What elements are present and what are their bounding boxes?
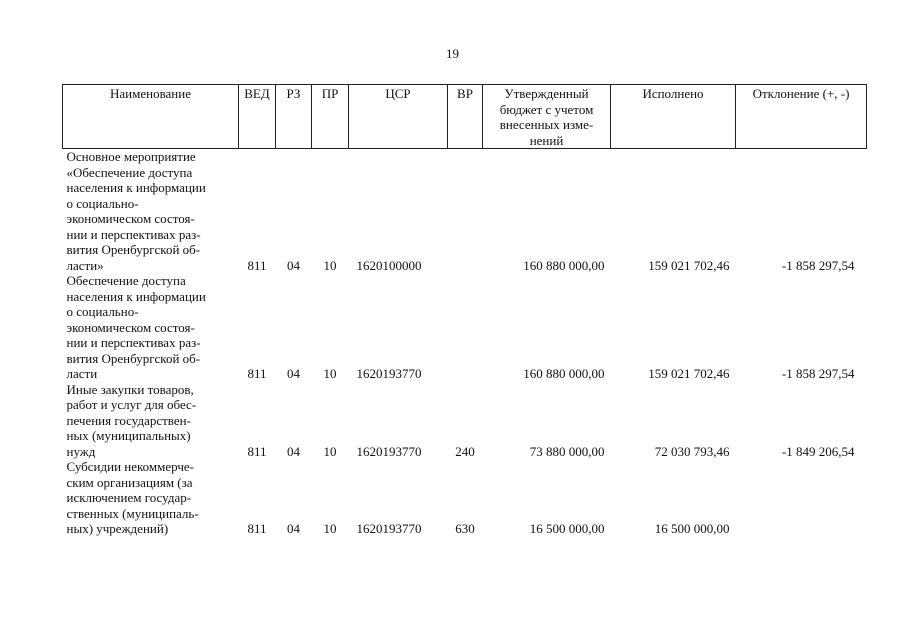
row-name-line: Субсидии некоммерче- xyxy=(66,459,194,474)
row-name-line: экономическом состоя- xyxy=(66,319,195,335)
row-approved-budget: 160 880 000,00 xyxy=(523,257,605,273)
row-vr xyxy=(448,273,483,382)
row-name-line: ласти» xyxy=(66,257,104,273)
row-approved-budget: 73 880 000,00 xyxy=(529,443,605,459)
column-header-name: Наименование xyxy=(63,85,239,149)
row-ved: 811 xyxy=(247,443,267,459)
row-csr: 1620193770 xyxy=(356,521,422,536)
row-pr: 10 xyxy=(323,443,337,459)
row-name-line: экономическом состоя- xyxy=(66,211,195,226)
row-name-line: «Обеспечение доступа xyxy=(66,164,193,180)
row-deviation: -1 858 297,54 xyxy=(781,257,855,273)
budget-table xyxy=(62,84,867,537)
column-header-approved-budget: Утвержденный бюджет с учетом внесенных изме-нений xyxy=(483,85,611,149)
row-rz: 04 xyxy=(287,366,300,381)
row-name-line: Обеспечение доступа xyxy=(66,273,186,288)
row-executed: 159 021 702,46 xyxy=(648,257,730,273)
row-deviation xyxy=(736,459,867,537)
row-executed: 159 021 702,46 xyxy=(648,366,730,381)
table-row xyxy=(63,273,867,382)
row-csr: 1620100000 xyxy=(356,257,422,273)
table-row xyxy=(63,149,867,274)
row-name-line: печения государствен- xyxy=(66,412,191,428)
row-name-line: нужд xyxy=(66,443,96,459)
row-executed: 16 500 000,00 xyxy=(654,521,730,536)
row-rz: 04 xyxy=(287,443,300,459)
row-name-line: населения к информации xyxy=(66,180,206,195)
row-vr: 630 xyxy=(455,521,475,536)
table-row xyxy=(63,382,867,460)
column-header-vr: ВР xyxy=(448,85,483,149)
row-deviation: -1 849 206,54 xyxy=(781,443,855,459)
column-header-pr: ПР xyxy=(312,85,349,149)
row-name-line: населения к информации xyxy=(66,288,206,304)
table-header-row xyxy=(63,85,867,149)
row-name xyxy=(63,459,239,537)
row-ved: 811 xyxy=(247,366,267,381)
table-row xyxy=(63,459,867,537)
row-name-line: ласти xyxy=(66,366,98,381)
row-pr: 10 xyxy=(323,521,337,536)
row-rz: 04 xyxy=(287,521,300,536)
row-name-line: Основное мероприятие xyxy=(66,149,196,164)
column-header-rz: РЗ xyxy=(276,85,312,149)
row-ved: 811 xyxy=(247,521,267,536)
row-name-line: вития Оренбургской об- xyxy=(66,350,201,366)
row-csr: 1620193770 xyxy=(356,366,422,381)
column-header-executed: Исполнено xyxy=(611,85,736,149)
row-approved-budget: 160 880 000,00 xyxy=(523,366,605,381)
row-csr: 1620193770 xyxy=(356,443,422,459)
row-pr: 10 xyxy=(323,257,337,273)
column-header-ved: ВЕД xyxy=(239,85,276,149)
row-name-line: ных (муниципальных) xyxy=(66,428,191,443)
row-rz: 04 xyxy=(287,257,300,273)
row-vr: 240 xyxy=(455,443,475,459)
row-deviation: -1 858 297,54 xyxy=(781,366,855,381)
row-name-line: ных) учреждений) xyxy=(66,521,169,536)
page-number: 19 xyxy=(446,46,459,61)
row-executed: 72 030 793,46 xyxy=(654,443,730,459)
row-name-line: нии и перспективах раз- xyxy=(66,335,201,350)
row-name-line: нии и перспективах раз- xyxy=(66,226,201,242)
row-approved-budget: 16 500 000,00 xyxy=(529,521,605,536)
row-name xyxy=(63,149,239,274)
row-name-line: ским организациям (за xyxy=(66,474,193,490)
row-name xyxy=(63,382,239,460)
row-name-line: ственных (муниципаль- xyxy=(66,505,199,521)
row-name-line: о социально- xyxy=(66,195,139,211)
row-vr xyxy=(448,149,483,274)
row-name-line: вития Оренбургской об- xyxy=(66,242,201,257)
column-header-csr: ЦСР xyxy=(349,85,448,149)
row-name-line: исключением государ- xyxy=(66,490,192,505)
row-name-line: работ и услуг для обес- xyxy=(66,397,197,412)
row-name-line: о социально- xyxy=(66,304,139,319)
row-name xyxy=(63,273,239,382)
row-name-line: Иные закупки товаров, xyxy=(66,381,194,397)
row-pr: 10 xyxy=(323,366,337,381)
row-ved: 811 xyxy=(247,257,267,273)
column-header-deviation: Отклонение (+, -) xyxy=(736,85,867,149)
